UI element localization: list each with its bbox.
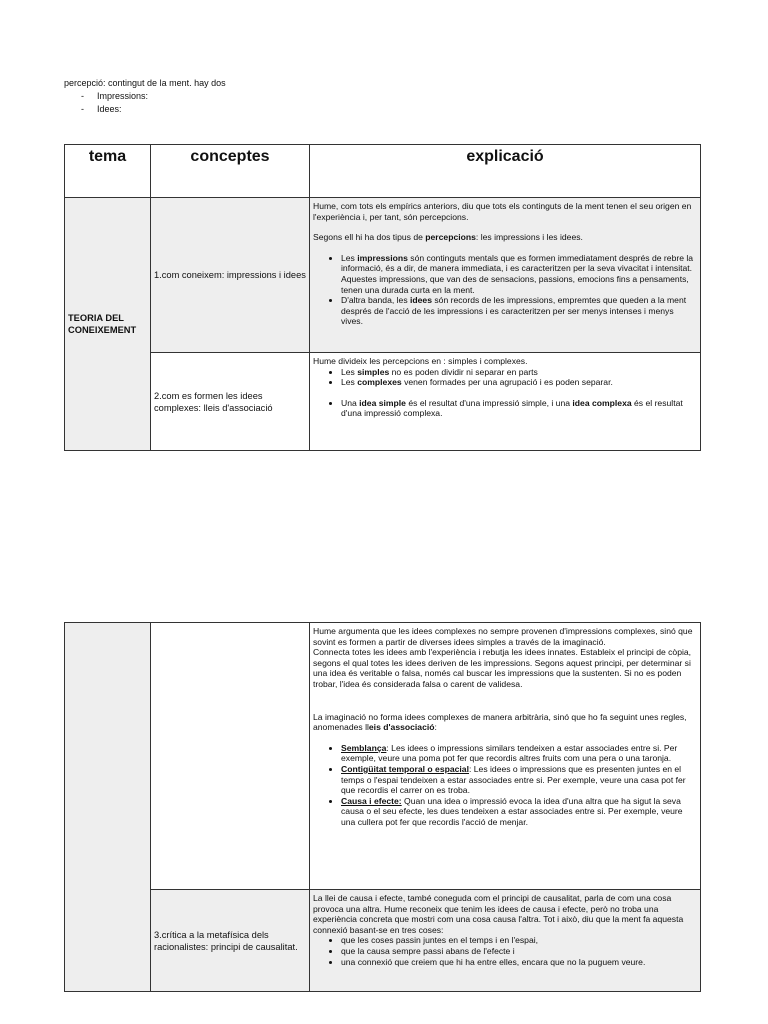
header-tema: tema bbox=[65, 145, 151, 198]
intro-item: - Impressions: bbox=[81, 91, 149, 101]
bullet-list bbox=[313, 743, 697, 828]
table-row bbox=[65, 623, 701, 890]
list-item: • Semblança: Les idees o impressions similars tendeixen a estar associades entre si. Per exemple, veure una poma pot fer que recordis altres fruits com una pera o una taronja. bbox=[341, 743, 697, 764]
header-conceptes: conceptes bbox=[151, 145, 310, 198]
header-explicacio: explicació bbox=[310, 145, 701, 198]
list-item: • Contigüitat temporal o espacial: Les idees o impressions que es presenten juntes en el temps o l'espai tendeixen a estar associades entre si. Per exemple, veure una casa pot fer que recordis el carrer on es troba. bbox=[341, 764, 697, 796]
explanation-cell: Hume divideix les percepcions en : simples i complexes. • Les simples no es poden dividir ni separar en parts • Les complexes venen formades per una agrupació i es poden separar. • Una idea simple és el resultat d'una impressió simple, i una idea complexa és el resultat d'una impressió complexa. bbox=[310, 353, 701, 451]
intro-line: percepció: contingut de la ment. hay dos bbox=[64, 78, 226, 88]
concept-cell bbox=[151, 623, 310, 890]
concept-cell: 2.com es formen les idees complexes: lleis d'associació bbox=[151, 353, 310, 451]
list-item: • D'altra banda, les idees són records de les impressions, empremtes que queden a la ment després de l'acció de les impressions i es caracteritzen per ser menys intenses i menys vives. bbox=[341, 295, 697, 327]
table-row bbox=[65, 353, 701, 451]
table-header-row bbox=[65, 145, 701, 198]
bullet-list bbox=[313, 253, 697, 327]
concept-cell: 1.com coneixem: impressions i idees bbox=[151, 198, 310, 353]
hume-table-1 bbox=[64, 144, 701, 451]
concept-cell: 3.crítica a la metafísica dels racionalistes: principi de causalitat. bbox=[151, 890, 310, 992]
table-row bbox=[65, 890, 701, 992]
list-item: • que les coses passin juntes en el temps i en l'espai, bbox=[341, 935, 697, 946]
bullet-list bbox=[313, 398, 697, 419]
explanation-cell: Hume argumenta que les idees complexes no sempre provenen d'impressions complexes, sinó que sovint es formen a partir de diverses idees simples a través de la imaginació. Connecta totes les idees amb l'experiència i rebutja les idees innates. Estableix el principi de còpia, segons el qual totes les idees deriven de les impressions. Segons aquest principi, per determinar si una idea és veritable o falsa, només cal buscar les impressions que la sustenten. Si no es poden trobar, l'idea és considerada falsa o carent de validesa. La imaginació no forma idees complexes de manera arbitrària, sinó que ho fa seguint unes regles, anomenades lleis d'associació: • Semblança: Les idees o impressions similars tendeixen a estar associades entre si. Per exemple, veure una poma pot fer que recordis altres fruits com una pera o una taronja. • Contigüitat temporal o espacial: Les idees o impressions que es presenten juntes en el temps o l'espai tendeixen a estar associades entre si. Per exemple, veure una casa pot fer que recordis el carrer on es troba. • Causa i efecte: Quan una idea o impressió evoca la idea d'una altra que ha sigut la seva causa o el seu efecte, les dues tendeixen a estar associades entre si. Per exemple, veure una cullera pot fer que recordis l'acció de menjar. bbox=[310, 623, 701, 890]
list-item: • que la causa sempre passi abans de l'efecte i bbox=[341, 946, 697, 957]
list-item: • Una idea simple és el resultat d'una impressió simple, i una idea complexa és el resultat d'una impressió complexa. bbox=[341, 398, 697, 419]
explanation-cell: La llei de causa i efecte, també coneguda com el principi de causalitat, parla de com una cosa provoca una altra. Hume reconeix que tenim les idees de causa i efecte, però no troba una experiència concreta que mostri com una cosa causa l'altra. Tot i això, diu que la ment fa aquesta connexió basant-se en tres coses: • que les coses passin juntes en el temps i en l'espai, • que la causa sempre passi abans de l'efecte i • una connexió que creiem que hi ha entre elles, encara que no la puguem veure. bbox=[310, 890, 701, 992]
list-item: • Les simples no es poden dividir ni separar en parts bbox=[341, 367, 697, 378]
list-item: • Les impressions són continguts mentals que es formen immediatament després de rebre la informació, és a dir, de manera immediata, i es caracteritzen per la seva vivacitat i intensitat. Aquestes impressions, que van des de sensacions, passions, emocions fins a pensaments, tenen una durada curta en la ment. bbox=[341, 253, 697, 295]
bullet-list bbox=[313, 935, 697, 967]
tema-cell bbox=[65, 623, 151, 992]
hume-table-2 bbox=[64, 622, 701, 992]
tema-cell: TEORIA DEL CONEIXEMENT bbox=[65, 198, 151, 451]
list-item: • Les complexes venen formades per una agrupació i es poden separar. bbox=[341, 377, 697, 388]
bullet-list bbox=[313, 367, 697, 388]
intro-notes bbox=[64, 77, 226, 116]
table-row bbox=[65, 198, 701, 353]
list-item: • Causa i efecte: Quan una idea o impressió evoca la idea d'una altra que ha sigut la seva causa o el seu efecte, les dues tendeixen a estar associades entre si. Per exemple, veure una cullera pot fer que recordis l'acció de menjar. bbox=[341, 796, 697, 828]
explanation-cell: Hume, com tots els empírics anteriors, diu que tots els continguts de la ment tenen el seu origen en l'experiència i, per tant, són percepcions. Segons ell hi ha dos tipus de percepcions: les impressions i les idees. • Les impressions són continguts mentals que es formen immediatament després de rebre la informació, és a dir, de manera immediata, i es caracteritzen per la seva vivacitat i intensitat. Aquestes impressions, que van des de sensacions, passions, emocions fins a pensaments, tenen una durada curta en la ment. • D'altra banda, les idees són records de les impressions, empremtes que queden a la ment després de l'acció de les impressions i es caracteritzen per ser menys intenses i menys vives. bbox=[310, 198, 701, 353]
intro-item: - Idees: bbox=[81, 104, 122, 114]
list-item: • una connexió que creiem que hi ha entre elles, encara que no la puguem veure. bbox=[341, 957, 697, 968]
